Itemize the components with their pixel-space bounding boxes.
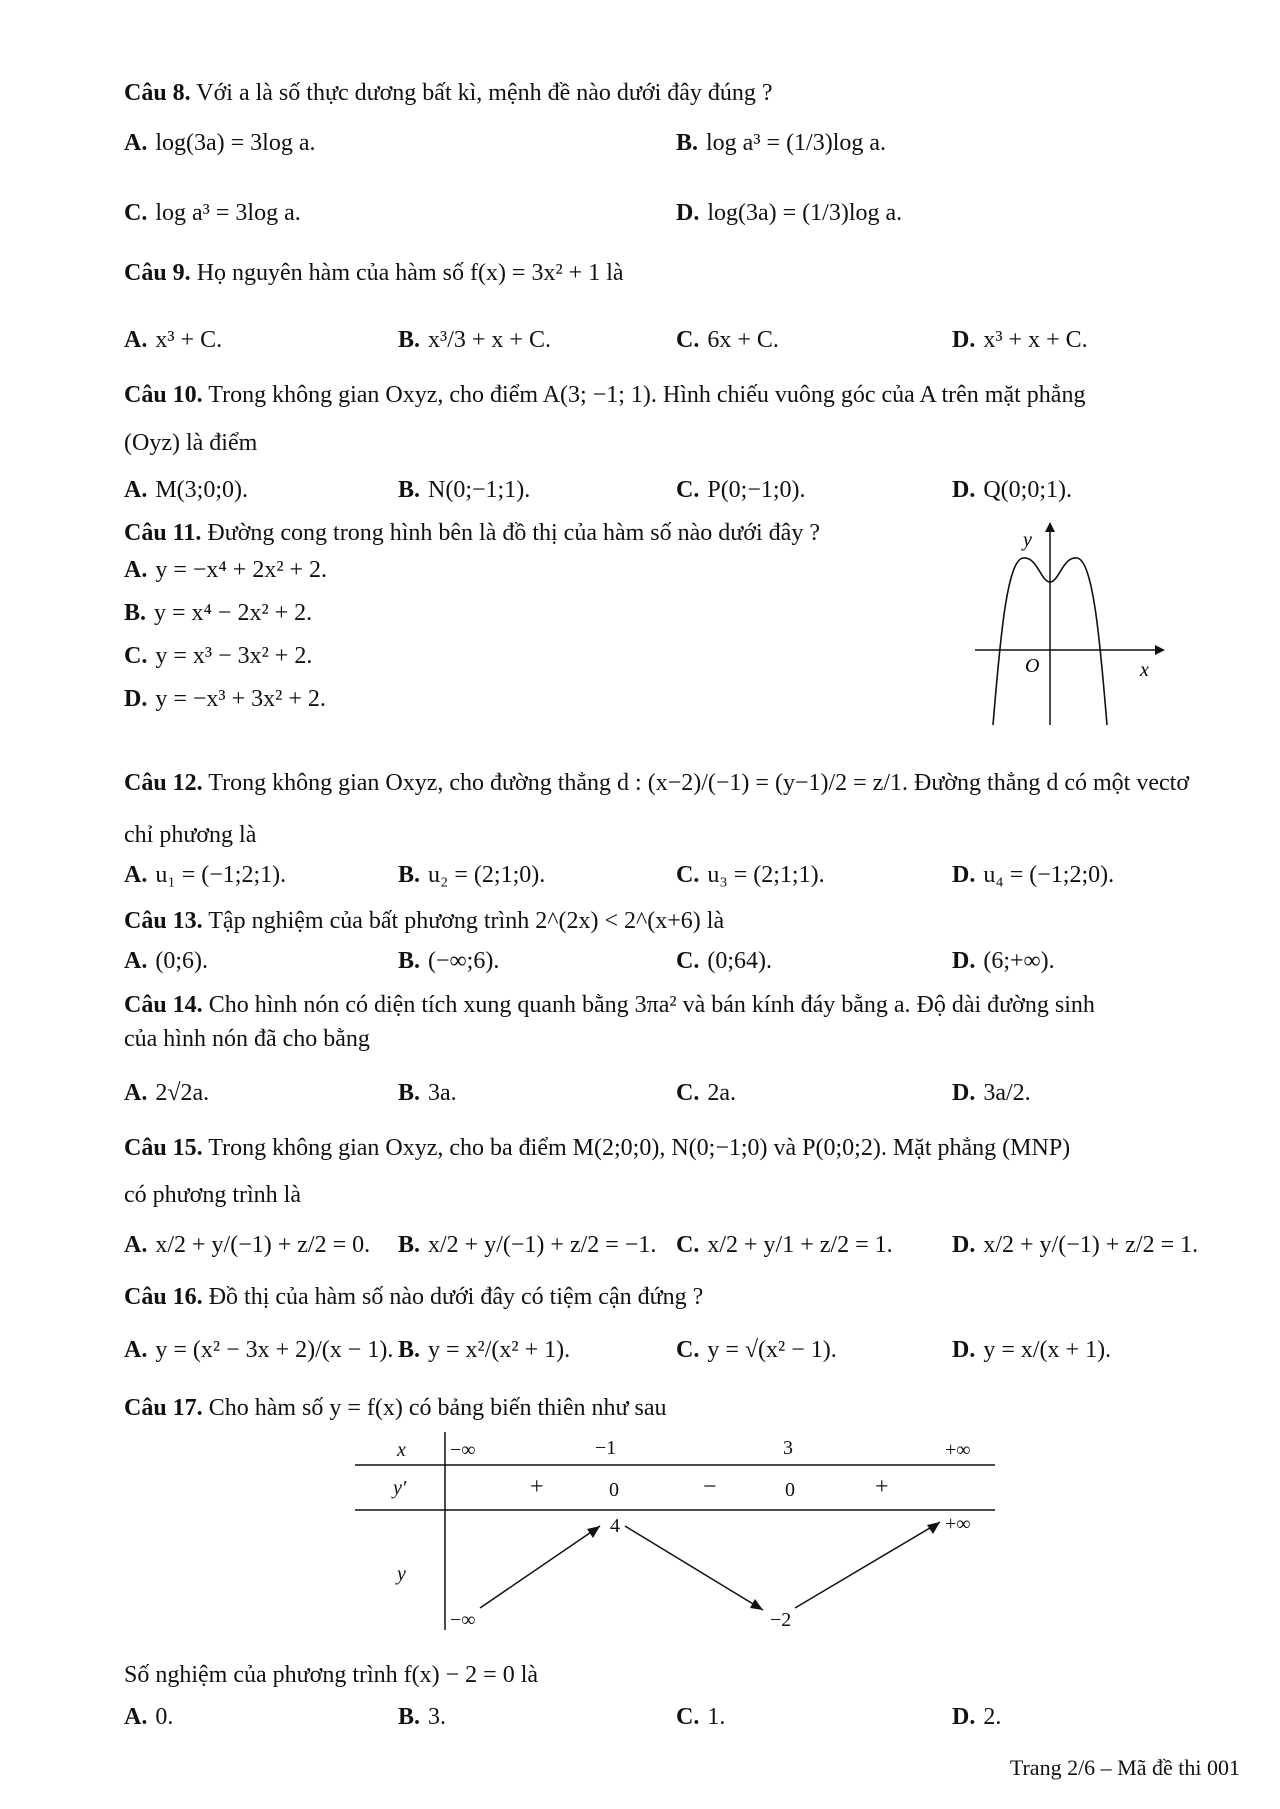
row-label-x: x bbox=[397, 1439, 406, 1461]
q13-option-a[interactable]: A. (0;6). bbox=[124, 948, 208, 974]
y-axis-label: y bbox=[1023, 529, 1032, 551]
q16-option-c[interactable]: C. y = √(x² − 1). bbox=[676, 1337, 837, 1363]
q17-option-d[interactable]: D. 2. bbox=[952, 1704, 1002, 1730]
q8-option-a[interactable]: A. log(3a) = 3log a. bbox=[124, 130, 316, 156]
q12-option-a[interactable]: A. u₁ = (−1;2;1). bbox=[124, 862, 287, 888]
q13-option-c[interactable]: C. (0;64). bbox=[676, 948, 772, 974]
decrease-arrow bbox=[625, 1526, 763, 1610]
q11-option-a[interactable]: A. y = −x⁴ + 2x² + 2. bbox=[124, 557, 328, 583]
q10-option-a[interactable]: A. M(3;0;0). bbox=[124, 477, 249, 503]
q13-option-d[interactable]: D. (6;+∞). bbox=[952, 948, 1055, 974]
q12-option-d[interactable]: D. u₄ = (−1;2;0). bbox=[952, 862, 1115, 888]
row-label-y: y bbox=[397, 1563, 406, 1585]
q12-option-c[interactable]: C. u₃ = (2;1;1). bbox=[676, 862, 825, 888]
q14-option-a[interactable]: A. 2√2a. bbox=[124, 1080, 210, 1106]
q12-option-b[interactable]: B. u₂ = (2;1;0). bbox=[398, 862, 546, 888]
q10-option-c[interactable]: C. P(0;−1;0). bbox=[676, 477, 806, 503]
q11-function-graph bbox=[955, 520, 1165, 730]
q16-option-b[interactable]: B. y = x²/(x² + 1). bbox=[398, 1337, 571, 1363]
q14-option-b[interactable]: B. 3a. bbox=[398, 1080, 457, 1106]
question-17-cont: Số nghiệm của phương trình f(x) − 2 = 0 là bbox=[124, 1662, 539, 1688]
x-axis-label: x bbox=[1140, 659, 1149, 681]
increase-arrow bbox=[795, 1522, 940, 1608]
question-12: Câu 12. Trong không gian Oxyz, cho đường thẳng d : (x−2)/(−1) = (y−1)/2 = z/1. Đường thẳng d có một vectơ bbox=[124, 770, 1190, 796]
q14-option-c[interactable]: C. 2a. bbox=[676, 1080, 736, 1106]
question-16: Câu 16. Đồ thị của hàm số nào dưới đây có tiệm cận đứng ? bbox=[124, 1284, 704, 1310]
question-17: Câu 17. Cho hàm số y = f(x) có bảng biến thiên như sau bbox=[124, 1395, 667, 1421]
x-value: −1 bbox=[595, 1437, 617, 1459]
x-axis-arrow bbox=[1155, 645, 1165, 655]
yprime-zero: 0 bbox=[609, 1479, 619, 1501]
q9-option-c[interactable]: C. 6x + C. bbox=[676, 327, 779, 353]
question-10-cont: (Oyz) là điểm bbox=[124, 430, 258, 456]
question-15: Câu 15. Trong không gian Oxyz, cho ba điểm M(2;0;0), N(0;−1;0) và P(0;0;2). Mặt phẳng (MNP) bbox=[124, 1135, 1071, 1161]
yprime-zero: 0 bbox=[785, 1479, 795, 1501]
question-11: Câu 11. Đường cong trong hình bên là đồ thị của hàm số nào dưới đây ? bbox=[124, 520, 820, 546]
y-value: −2 bbox=[770, 1609, 792, 1631]
q8-option-b[interactable]: B. log a³ = (1/3)log a. bbox=[676, 130, 887, 156]
y-value: −∞ bbox=[450, 1609, 476, 1631]
origin-label: O bbox=[1025, 655, 1040, 677]
question-12-cont: chỉ phương là bbox=[124, 822, 257, 848]
q8-option-c[interactable]: C. log a³ = 3log a. bbox=[124, 200, 301, 226]
question-9: Câu 9. Họ nguyên hàm của hàm số f(x) = 3x² + 1 là bbox=[124, 260, 624, 286]
row-label-yprime: y′ bbox=[393, 1477, 407, 1499]
q9-option-d[interactable]: D. x³ + x + C. bbox=[952, 327, 1088, 353]
arrow-head bbox=[750, 1599, 763, 1610]
q17-option-c[interactable]: C. 1. bbox=[676, 1704, 726, 1730]
q17-option-a[interactable]: A. 0. bbox=[124, 1704, 174, 1730]
q11-option-b[interactable]: B. y = x⁴ − 2x² + 2. bbox=[124, 600, 313, 626]
q15-option-b[interactable]: B. x/2 + y/(−1) + z/2 = −1. bbox=[398, 1232, 657, 1258]
x-value: +∞ bbox=[945, 1439, 971, 1461]
q10-option-b[interactable]: B. N(0;−1;1). bbox=[398, 477, 531, 503]
question-text: Với a là số thực dương bất kì, mệnh đề nào dưới đây đúng ? bbox=[196, 80, 773, 106]
q11-option-d[interactable]: D. y = −x³ + 3x² + 2. bbox=[124, 686, 326, 712]
q16-option-d[interactable]: D. y = x/(x + 1). bbox=[952, 1337, 1112, 1363]
q15-option-c[interactable]: C. x/2 + y/1 + z/2 = 1. bbox=[676, 1232, 893, 1258]
question-14: Câu 14. Cho hình nón có diện tích xung quanh bằng 3πa² và bán kính đáy bằng a. Độ dài đường sinh bbox=[124, 992, 1095, 1018]
x-value: 3 bbox=[783, 1437, 793, 1459]
q9-option-b[interactable]: B. x³/3 + x + C. bbox=[398, 327, 551, 353]
question-8 bbox=[124, 78, 773, 108]
q9-option-a[interactable]: A. x³ + C. bbox=[124, 327, 223, 353]
yprime-sign: − bbox=[703, 1474, 717, 1500]
variation-table bbox=[355, 1430, 1000, 1640]
q8-option-d[interactable]: D. log(3a) = (1/3)log a. bbox=[676, 200, 903, 226]
increase-arrow bbox=[480, 1526, 600, 1608]
page-footer: Trang 2/6 – Mã đề thi 001 bbox=[1009, 1755, 1240, 1780]
q16-option-a[interactable]: A. y = (x² − 3x + 2)/(x − 1). bbox=[124, 1337, 394, 1363]
q17-option-b[interactable]: B. 3. bbox=[398, 1704, 447, 1730]
y-value: 4 bbox=[610, 1515, 620, 1537]
y-value: +∞ bbox=[945, 1513, 971, 1535]
question-label: Câu 8. bbox=[124, 80, 191, 106]
q13-option-b[interactable]: B. (−∞;6). bbox=[398, 948, 500, 974]
yprime-sign: + bbox=[875, 1474, 889, 1500]
question-13: Câu 13. Tập nghiệm của bất phương trình 2^(2x) < 2^(x+6) là bbox=[124, 908, 725, 934]
y-axis-arrow bbox=[1045, 522, 1055, 532]
q15-option-d[interactable]: D. x/2 + y/(−1) + z/2 = 1. bbox=[952, 1232, 1199, 1258]
q14-option-d[interactable]: D. 3a/2. bbox=[952, 1080, 1031, 1106]
q15-option-a[interactable]: A. x/2 + y/(−1) + z/2 = 0. bbox=[124, 1232, 371, 1258]
arrow-head bbox=[587, 1526, 600, 1538]
question-10: Câu 10. Trong không gian Oxyz, cho điểm A(3; −1; 1). Hình chiếu vuông góc của A trên mặt phẳng bbox=[124, 382, 1086, 408]
q10-option-d[interactable]: D. Q(0;0;1). bbox=[952, 477, 1072, 503]
x-value: −∞ bbox=[450, 1439, 476, 1461]
question-15-cont: có phương trình là bbox=[124, 1182, 301, 1208]
yprime-sign: + bbox=[530, 1474, 544, 1500]
q11-option-c[interactable]: C. y = x³ − 3x² + 2. bbox=[124, 643, 313, 669]
question-14-cont: của hình nón đã cho bằng bbox=[124, 1026, 370, 1052]
